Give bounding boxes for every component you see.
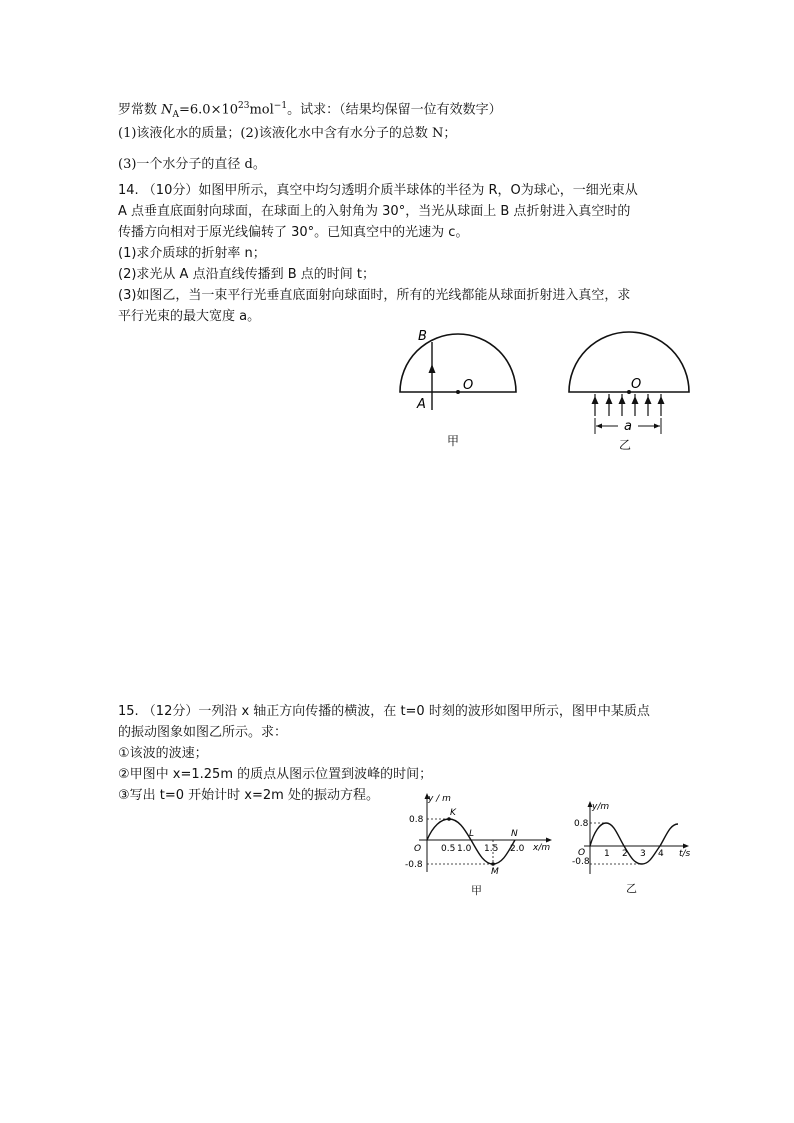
q15-line-5: ③写出 t=0 开始计时 x=2m 处的振动方程。 bbox=[118, 788, 379, 803]
y-bottom-tick: -0.8 bbox=[572, 857, 590, 867]
x-tick-2-0: 2.0 bbox=[510, 844, 525, 854]
q14-line-7: 平行光束的最大宽度 a。 bbox=[118, 309, 261, 324]
x-tick-1-5: 1.5 bbox=[484, 844, 499, 854]
q13-line1-pre: 罗常数 bbox=[118, 102, 162, 118]
q14-line-4: (1)求介质球的折射率 n； bbox=[118, 246, 266, 261]
point-M bbox=[491, 862, 495, 866]
label-L: L bbox=[469, 829, 475, 839]
label-A: A bbox=[417, 397, 426, 412]
q15-figure-jia bbox=[403, 788, 558, 878]
q14-line-1: 14. （10分）如图甲所示，真空中均匀透明介质半球体的半径为 R，O为球心，一细光束从 bbox=[118, 183, 638, 198]
label-N: N bbox=[511, 829, 518, 839]
label-B: B bbox=[418, 329, 427, 344]
t-tick-3: 3 bbox=[640, 849, 646, 859]
q15-figure-yi-caption: 乙 bbox=[626, 882, 637, 895]
q15-figure-yi bbox=[572, 798, 694, 878]
y-bottom-tick: -0.8 bbox=[405, 860, 423, 870]
ray-arrowheads bbox=[592, 396, 665, 404]
q15-line-1: 15. （12分）一列沿 x 轴正方向传播的横波，在 t=0 时刻的波形如图甲所示，图甲中某质点 bbox=[118, 704, 650, 719]
t-tick-2: 2 bbox=[622, 849, 628, 859]
vibration-graph-yi bbox=[572, 798, 694, 878]
y-axis-label: y/m bbox=[592, 802, 610, 812]
label-O: O bbox=[631, 377, 642, 392]
q15-line-4: ②甲图中 x=1.25m 的质点从图示位置到波峰的时间； bbox=[118, 767, 433, 782]
label-K: K bbox=[450, 808, 456, 818]
x-tick-0-5: 0.5 bbox=[441, 844, 456, 854]
center-point bbox=[456, 390, 460, 394]
t-axis-arrow bbox=[683, 844, 689, 849]
origin-label: O bbox=[414, 844, 422, 854]
parallel-rays bbox=[595, 394, 661, 416]
q14-line-6: (3)如图乙，当一束平行光垂直底面射向球面时，所有的光线都能从球面折射进入真空，求 bbox=[118, 288, 631, 303]
label-M: M bbox=[491, 867, 499, 877]
q13-line-2: (1)该液化水的质量；(2)该液化水中含有水分子的总数 N； bbox=[118, 126, 457, 141]
hemisphere-diagram-yi bbox=[563, 322, 698, 442]
hemisphere-outline bbox=[569, 332, 689, 392]
hemisphere-diagram-jia bbox=[392, 322, 527, 432]
x-tick-1-0: 1.0 bbox=[457, 844, 472, 854]
ray-arrow bbox=[429, 364, 436, 373]
q14-figure-jia-caption: 甲 bbox=[447, 434, 460, 448]
wave-curve bbox=[427, 819, 515, 864]
y-top-tick: 0.8 bbox=[574, 819, 589, 829]
dim-arrow-left bbox=[596, 424, 602, 429]
label-O: O bbox=[463, 378, 474, 393]
na-unit: mol bbox=[249, 102, 274, 118]
x-axis-label: x/m bbox=[533, 843, 551, 853]
q13-line1-post: 。试求：（结果均保留一位有效数字） bbox=[287, 102, 502, 118]
q14-line-3: 传播方向相对于原光线偏转了 30°。已知真空中的光速为 c。 bbox=[118, 225, 469, 240]
na-sub: A bbox=[172, 109, 180, 120]
na-exp: 23 bbox=[238, 101, 250, 111]
t-axis-label: t/s bbox=[679, 849, 691, 859]
q14-line-2: A 点垂直底面射向球面，在球面上的入射角为 30°，当光从球面上 B 点折射进入真空时的 bbox=[118, 204, 631, 219]
wave-graph-jia bbox=[403, 788, 558, 878]
label-a: a bbox=[624, 419, 632, 434]
na-unit-exp: −1 bbox=[273, 101, 288, 111]
na-value: =6.0×10 bbox=[179, 102, 239, 118]
q15-figure-jia-caption: 甲 bbox=[471, 884, 482, 897]
q14-figure-yi bbox=[563, 322, 698, 442]
q14-figure-yi-caption: 乙 bbox=[619, 438, 632, 452]
t-tick-4: 4 bbox=[658, 849, 664, 859]
t-tick-1: 1 bbox=[604, 849, 610, 859]
q13-line-1 bbox=[118, 97, 502, 124]
q15-line-2: 的振动图象如图乙所示。求： bbox=[118, 725, 288, 740]
q14-line-5: (2)求光从 A 点沿直线传播到 B 点的时间 t； bbox=[118, 267, 375, 282]
q14-figure-jia bbox=[392, 322, 527, 432]
q13-line-3: (3)一个水分子的直径 d。 bbox=[118, 157, 266, 172]
q15-line-3: ①该波的波速； bbox=[118, 746, 208, 761]
na-symbol: N bbox=[161, 102, 173, 118]
x-axis-arrow bbox=[546, 838, 552, 843]
y-top-tick: 0.8 bbox=[409, 815, 424, 825]
dim-arrow-right bbox=[654, 424, 660, 429]
origin-label: O bbox=[578, 848, 586, 858]
y-axis-label: y / m bbox=[428, 794, 451, 804]
